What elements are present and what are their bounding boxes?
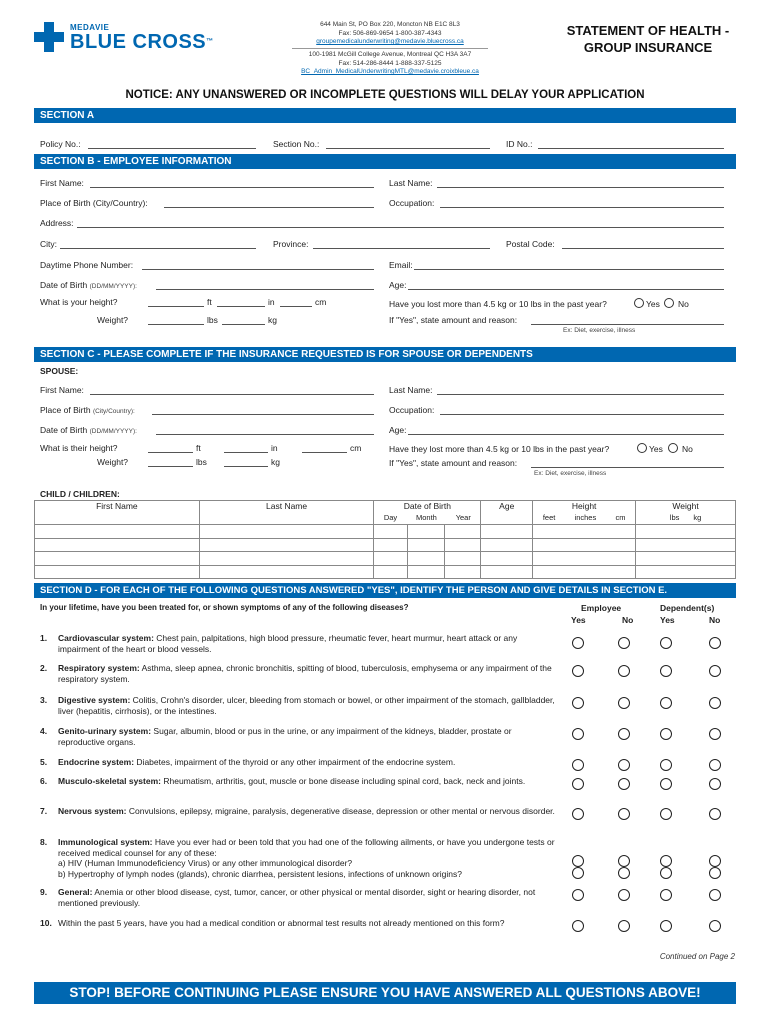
q7-employee-no-radio[interactable] — [618, 808, 630, 820]
dob-format: (DD/MM/YYYY): — [89, 283, 137, 290]
employee-phone-label: Daytime Phone Number: — [40, 260, 134, 270]
montreal-address — [290, 51, 490, 77]
question-text — [58, 806, 560, 817]
title-line1: STATEMENT OF HEALTH - — [566, 23, 730, 38]
employee-birthplace-label: Place of Birth (City/Country): — [40, 198, 148, 208]
q2-dependent-no-radio[interactable] — [709, 665, 721, 677]
col-last-name — [199, 501, 374, 525]
question-description: Rheumatism, arthritis, gout, muscle or bone disease including spinal cord, back, neck and joints. — [160, 776, 526, 786]
spouse-height-in-field[interactable] — [224, 452, 268, 453]
employee-address-field[interactable] — [77, 227, 724, 228]
spouse-occupation-field[interactable] — [440, 414, 724, 415]
moncton-address — [290, 21, 490, 47]
employee-phone-field[interactable] — [142, 269, 374, 270]
title-line2: GROUP INSURANCE — [583, 40, 713, 55]
section-b-header: SECTION B - EMPLOYEE INFORMATION — [34, 154, 736, 169]
employee-city-label: City: — [40, 239, 57, 249]
q3-dependent-no-radio[interactable] — [709, 697, 721, 709]
spouse-kg-unit: kg — [271, 457, 280, 467]
spouse-dob-field[interactable] — [156, 434, 374, 435]
spouse-birthplace-label — [40, 405, 135, 415]
q5-employee-no-radio[interactable] — [618, 759, 630, 771]
logo-main: BLUE CROSS — [70, 31, 207, 53]
question-text — [58, 695, 560, 716]
dependents-no-header: No — [709, 615, 721, 625]
employee-age-field[interactable] — [408, 289, 724, 290]
ft-unit: ft — [207, 297, 212, 307]
q3-dependent-yes-radio[interactable] — [660, 697, 672, 709]
question-category: Cardiovascular system: — [58, 633, 154, 643]
moncton-email-link[interactable]: groupemedicalunderwriting@medavie.bluecross.ca — [316, 38, 464, 45]
employee-no-header: No — [622, 615, 634, 625]
spouse-weight-kg-field[interactable] — [224, 466, 268, 467]
q6-dependent-yes-radio[interactable] — [660, 778, 672, 790]
question-text — [58, 757, 560, 768]
question-category: Respiratory system: — [58, 663, 140, 673]
q4-employee-no-radio[interactable] — [618, 728, 630, 740]
kg-unit: kg — [268, 315, 277, 325]
spouse-dob-label — [40, 425, 137, 435]
question-number: 6. — [40, 776, 48, 786]
q10-dependent-yes-radio[interactable] — [660, 920, 672, 932]
q8b-employee-no-radio[interactable] — [618, 867, 630, 879]
question-category: Nervous system: — [58, 806, 127, 816]
yes-label: Yes — [646, 299, 660, 309]
q9-dependent-yes-radio[interactable] — [660, 889, 672, 901]
spouse-if-yes-example: Ex: Diet, exercise, illness — [534, 470, 607, 477]
address1-line2: Fax: 506-869-9654 1-800-387-4343 — [338, 29, 442, 37]
question-number: 5. — [40, 757, 48, 767]
question-text — [58, 837, 560, 879]
q7-dependent-no-radio[interactable] — [709, 808, 721, 820]
employee-first-name-label: First Name: — [40, 178, 84, 188]
address-divider — [292, 48, 488, 49]
q5-dependent-yes-radio[interactable] — [660, 759, 672, 771]
medavie-blue-cross-logo — [34, 20, 234, 54]
question-number: 3. — [40, 695, 48, 705]
col-kg: kg — [693, 513, 702, 522]
q9-employee-yes-radio[interactable] — [572, 889, 584, 901]
children-heading: CHILD / CHILDREN: — [40, 489, 120, 499]
question-sub-item: a) HIV (Human Immunodeficiency Virus) or any other immunological disorder? — [58, 858, 353, 868]
logo-tm: ™ — [206, 38, 214, 45]
col-age — [481, 501, 533, 525]
continued-note: Continued on Page 2 — [659, 952, 735, 961]
question-8 — [40, 837, 560, 879]
question-text — [58, 726, 560, 747]
spouse-last-name-label: Last Name: — [389, 385, 433, 395]
employee-yes-header: Yes — [571, 615, 586, 625]
col-feet: feet — [542, 513, 556, 522]
q10-dependent-no-radio[interactable] — [709, 920, 721, 932]
employee-weight-kg-field[interactable] — [222, 324, 265, 325]
policy-no-field[interactable] — [88, 148, 256, 149]
q8a-dependent-no-radio[interactable] — [709, 855, 721, 867]
col-height-text: Height — [571, 501, 597, 511]
blue-cross-icon — [34, 22, 64, 52]
question-category: Endocrine system: — [58, 757, 135, 767]
question-description: Have you ever had or been told that you had one of the following ailments, or have you undergone tests or received medical counsel for any of these: — [58, 837, 555, 858]
question-4 — [40, 726, 560, 747]
spouse-first-name-label: First Name: — [40, 385, 84, 395]
spouse-age-label: Age: — [389, 425, 407, 435]
q6-dependent-no-radio[interactable] — [709, 778, 721, 790]
q3-employee-no-radio[interactable] — [618, 697, 630, 709]
question-1 — [40, 633, 560, 654]
q6-employee-no-radio[interactable] — [618, 778, 630, 790]
q8a-dependent-yes-radio[interactable] — [660, 855, 672, 867]
spouse-lbs-unit: lbs — [196, 457, 207, 467]
question-text — [58, 663, 560, 684]
q8b-dependent-yes-radio[interactable] — [660, 867, 672, 879]
employee-height-cm-field[interactable] — [280, 306, 312, 307]
question-category: Digestive system: — [58, 695, 131, 705]
q2-employee-yes-radio[interactable] — [572, 665, 584, 677]
spouse-ft-unit: ft — [196, 443, 201, 453]
employee-email-label: Email: — [389, 260, 413, 270]
question-description: Diabetes, impairment of the thyroid or any other impairment of the endocrine system. — [134, 757, 456, 767]
spouse-in-unit: in — [271, 443, 278, 453]
q8a-employee-no-radio[interactable] — [618, 855, 630, 867]
employee-occupation-label: Occupation: — [389, 198, 435, 208]
question-description: Asthma, sleep apnea, chronic bronchitis, spitting of blood, tuberculosis, emphysema or any impairment of the respiratory system. — [58, 663, 552, 684]
q4-employee-yes-radio[interactable] — [572, 728, 584, 740]
q10-employee-no-radio[interactable] — [618, 920, 630, 932]
dob-text: Date of Birth — [40, 280, 88, 290]
question-text — [58, 887, 560, 908]
q7-employee-yes-radio[interactable] — [572, 808, 584, 820]
q10-employee-yes-radio[interactable] — [572, 920, 584, 932]
col-day: Day — [383, 513, 398, 522]
spouse-height-cm-field[interactable] — [302, 452, 347, 453]
spouse-dob-format: (DD/MM/YYYY): — [89, 428, 137, 435]
col-height — [533, 501, 636, 525]
col-first-name-text: First Name — [96, 501, 138, 511]
employee-if-yes-label: If "Yes", state amount and reason: — [389, 315, 518, 325]
question-5 — [40, 757, 560, 768]
spouse-age-field[interactable] — [408, 434, 724, 435]
col-last-name-text: Last Name — [266, 501, 308, 511]
id-no-field[interactable] — [538, 148, 724, 149]
spouse-weight-loss-question: Have they lost more than 4.5 kg or 10 lbs in the past year? — [389, 444, 610, 454]
id-no-label: ID No.: — [506, 139, 533, 149]
question-category: General: — [58, 887, 93, 897]
q2-dependent-yes-radio[interactable] — [660, 665, 672, 677]
col-weight-text: Weight — [672, 501, 699, 511]
question-sub-item: b) Hypertrophy of lymph nodes (glands), chronic diarrhea, persistent lesions, infections of unknown origins? — [58, 868, 462, 879]
logo-medavie-text: MEDAVIE — [70, 23, 110, 32]
q6-employee-yes-radio[interactable] — [572, 778, 584, 790]
spouse-first-name-field[interactable] — [90, 394, 374, 395]
spouse-pob-text: Place of Birth — [40, 405, 91, 415]
address2-line2: Fax: 514-286-8444 1-888-337-5125 — [338, 59, 442, 67]
q1-employee-no-radio[interactable] — [618, 637, 630, 649]
q1-employee-yes-radio[interactable] — [572, 637, 584, 649]
q1-dependent-no-radio[interactable] — [709, 637, 721, 649]
question-number: 4. — [40, 726, 48, 736]
spouse-heading: SPOUSE: — [40, 366, 79, 376]
question-description: Within the past 5 years, have you had a medical condition or abnormal test results not already mentioned on this form? — [58, 918, 505, 928]
employee-occupation-field[interactable] — [440, 207, 724, 208]
spouse-birthplace-field[interactable] — [152, 414, 374, 415]
col-year: Year — [455, 513, 471, 522]
q9-dependent-no-radio[interactable] — [709, 889, 721, 901]
q2-employee-no-radio[interactable] — [618, 665, 630, 677]
question-7 — [40, 806, 560, 817]
spouse-weight-question: Weight? — [97, 457, 129, 467]
employee-dob-field[interactable] — [156, 289, 374, 290]
employee-weight-loss-question: Have you lost more than 4.5 kg or 10 lbs in the past year? — [389, 299, 607, 309]
question-category: Genito-urinary system: — [58, 726, 152, 736]
policy-no-label: Policy No.: — [40, 139, 81, 149]
cm-unit: cm — [315, 297, 327, 307]
children-table — [34, 500, 736, 579]
question-description: Colitis, Crohn's disorder, ulcer, bleeding from stomach or bowel, or other impairment of the stomach, gallbladder, liver (hepatitis, cirrhosis), or the intestines. — [58, 695, 555, 716]
dependents-yes-header: Yes — [660, 615, 675, 625]
question-2 — [40, 663, 560, 684]
spouse-weight-loss-yes-radio[interactable] — [637, 443, 647, 453]
table-row[interactable] — [35, 525, 736, 539]
spouse-no-label: No — [682, 444, 693, 454]
section-d-intro: In your lifetime, have you been treated for, or shown symptoms of any of the following diseases? — [40, 603, 409, 612]
employee-province-field[interactable] — [313, 248, 490, 249]
question-category: Immunological system: — [58, 837, 153, 847]
employee-height-ft-field[interactable] — [148, 306, 204, 307]
employee-postal-label: Postal Code: — [506, 239, 555, 249]
col-dob-text: Date of Birth — [403, 501, 451, 511]
montreal-email-link[interactable]: BC_Admin_MedicalUnderwritingMTL@medavie.croixbleue.ca — [301, 68, 479, 75]
col-dob — [374, 501, 481, 525]
col-weight — [636, 501, 736, 525]
in-unit: in — [268, 297, 275, 307]
col-inches: inches — [574, 513, 597, 522]
section-c-header: SECTION C - PLEASE COMPLETE IF THE INSURANCE REQUESTED IS FOR SPOUSE OR DEPENDENTS — [34, 347, 736, 362]
question-6 — [40, 776, 560, 787]
question-9 — [40, 887, 560, 908]
employee-if-yes-field[interactable] — [531, 324, 724, 325]
question-text — [58, 918, 560, 929]
employee-first-name-field[interactable] — [90, 187, 374, 188]
q8a-employee-yes-radio[interactable] — [572, 855, 584, 867]
logo-blue-cross-text — [70, 31, 214, 53]
question-description: Chest pain, palpitations, high blood pressure, rheumatic fever, heart murmur, heart attack or any impairment of the heart or blood vessels. — [58, 633, 518, 654]
spouse-yes-label: Yes — [649, 444, 663, 454]
section-no-field[interactable] — [326, 148, 490, 149]
employee-if-yes-example: Ex: Diet, exercise, illness — [563, 327, 636, 334]
table-row[interactable] — [35, 538, 736, 552]
employee-postal-field[interactable] — [562, 248, 724, 249]
question-description: Anemia or other blood disease, cyst, tumor, cancer, or other physical or mental disorder, sight or hearing disorder, not mentioned previously. — [58, 887, 536, 908]
q9-employee-no-radio[interactable] — [618, 889, 630, 901]
employee-height-in-field[interactable] — [217, 306, 265, 307]
question-number: 7. — [40, 806, 48, 816]
col-cm: cm — [615, 513, 626, 522]
employee-col-header: Employee — [581, 603, 622, 613]
employee-birthplace-field[interactable] — [164, 207, 374, 208]
question-text — [58, 776, 560, 787]
q5-dependent-no-radio[interactable] — [709, 759, 721, 771]
question-description: Convulsions, epilepsy, migraine, paralysis, degenerative disease, depression or other mental or nervous disorder. — [126, 806, 555, 816]
employee-last-name-label: Last Name: — [389, 178, 433, 188]
notice-banner: NOTICE: ANY UNANSWERED OR INCOMPLETE QUESTIONS WILL DELAY YOUR APPLICATION — [125, 89, 645, 101]
employee-age-label: Age: — [389, 280, 407, 290]
address2-line1: 100-1981 McGill College Avenue, Montreal QC H3A 3A7 — [308, 51, 472, 58]
employee-address-label: Address: — [40, 218, 74, 228]
question-number: 2. — [40, 663, 48, 673]
employee-weight-lbs-field[interactable] — [148, 324, 204, 325]
employee-last-name-field[interactable] — [437, 187, 724, 188]
spouse-height-question: What is their height? — [40, 443, 118, 453]
q4-dependent-no-radio[interactable] — [709, 728, 721, 740]
question-10 — [40, 918, 560, 929]
col-age-text: Age — [499, 501, 515, 511]
section-d-header: SECTION D - FOR EACH OF THE FOLLOWING QUESTIONS ANSWERED "YES", IDENTIFY THE PERSON AND GIVE DETAILS IN SECTION E. — [34, 583, 736, 598]
q1-dependent-yes-radio[interactable] — [660, 637, 672, 649]
spouse-height-ft-field[interactable] — [148, 452, 193, 453]
employee-dob-label — [40, 280, 137, 290]
col-month: Month — [416, 513, 437, 522]
employee-email-field[interactable] — [414, 269, 724, 270]
spouse-occupation-label: Occupation: — [389, 405, 435, 415]
spouse-if-yes-label: If "Yes", state amount and reason: — [389, 458, 518, 468]
question-text — [58, 633, 560, 654]
employee-weight-loss-yes-radio[interactable] — [634, 298, 644, 308]
employee-weight-question: Weight? — [97, 315, 129, 325]
table-row[interactable] — [35, 565, 736, 579]
question-category: Musculo-skeletal system: — [58, 776, 161, 786]
question-number: 1. — [40, 633, 48, 643]
section-no-label: Section No.: — [273, 139, 320, 149]
no-label: No — [678, 299, 689, 309]
dependents-col-header: Dependent(s) — [660, 603, 715, 613]
q4-dependent-yes-radio[interactable] — [660, 728, 672, 740]
spouse-if-yes-field[interactable] — [531, 467, 724, 468]
q8b-employee-yes-radio[interactable] — [572, 867, 584, 879]
spouse-pob-fmt: (City/Country): — [92, 408, 135, 415]
section-a-header: SECTION A — [34, 108, 736, 123]
employee-city-field[interactable] — [60, 248, 256, 249]
q7-dependent-yes-radio[interactable] — [660, 808, 672, 820]
col-first-name — [35, 501, 200, 525]
question-number: 8. — [40, 837, 48, 847]
spouse-cm-unit: cm — [350, 443, 362, 453]
spouse-weight-loss-no-radio[interactable] — [668, 443, 678, 453]
spouse-last-name-field[interactable] — [437, 394, 724, 395]
employee-province-label: Province: — [273, 239, 309, 249]
lbs-unit: lbs — [207, 315, 218, 325]
q5-employee-yes-radio[interactable] — [572, 759, 584, 771]
spouse-weight-lbs-field[interactable] — [148, 466, 193, 467]
q8b-dependent-no-radio[interactable] — [709, 867, 721, 879]
question-number: 9. — [40, 887, 48, 897]
question-3 — [40, 695, 560, 716]
question-number: 10. — [40, 918, 52, 928]
employee-weight-loss-no-radio[interactable] — [664, 298, 674, 308]
address1-line1: 644 Main St, PO Box 220, Moncton NB E1C 8L3 — [320, 21, 460, 28]
stop-banner: STOP! BEFORE CONTINUING PLEASE ENSURE YOU HAVE ANSWERED ALL QUESTIONS ABOVE! — [34, 982, 736, 1004]
q3-employee-yes-radio[interactable] — [572, 697, 584, 709]
question-description: Sugar, albumin, blood or pus in the urine, or any impairment of the kidneys, bladder, prostate or reproductive organs. — [58, 726, 512, 747]
col-lbs: lbs — [669, 513, 680, 522]
table-row[interactable] — [35, 552, 736, 566]
employee-height-question: What is your height? — [40, 297, 118, 307]
spouse-dob-text: Date of Birth — [40, 425, 88, 435]
form-title — [548, 22, 748, 56]
